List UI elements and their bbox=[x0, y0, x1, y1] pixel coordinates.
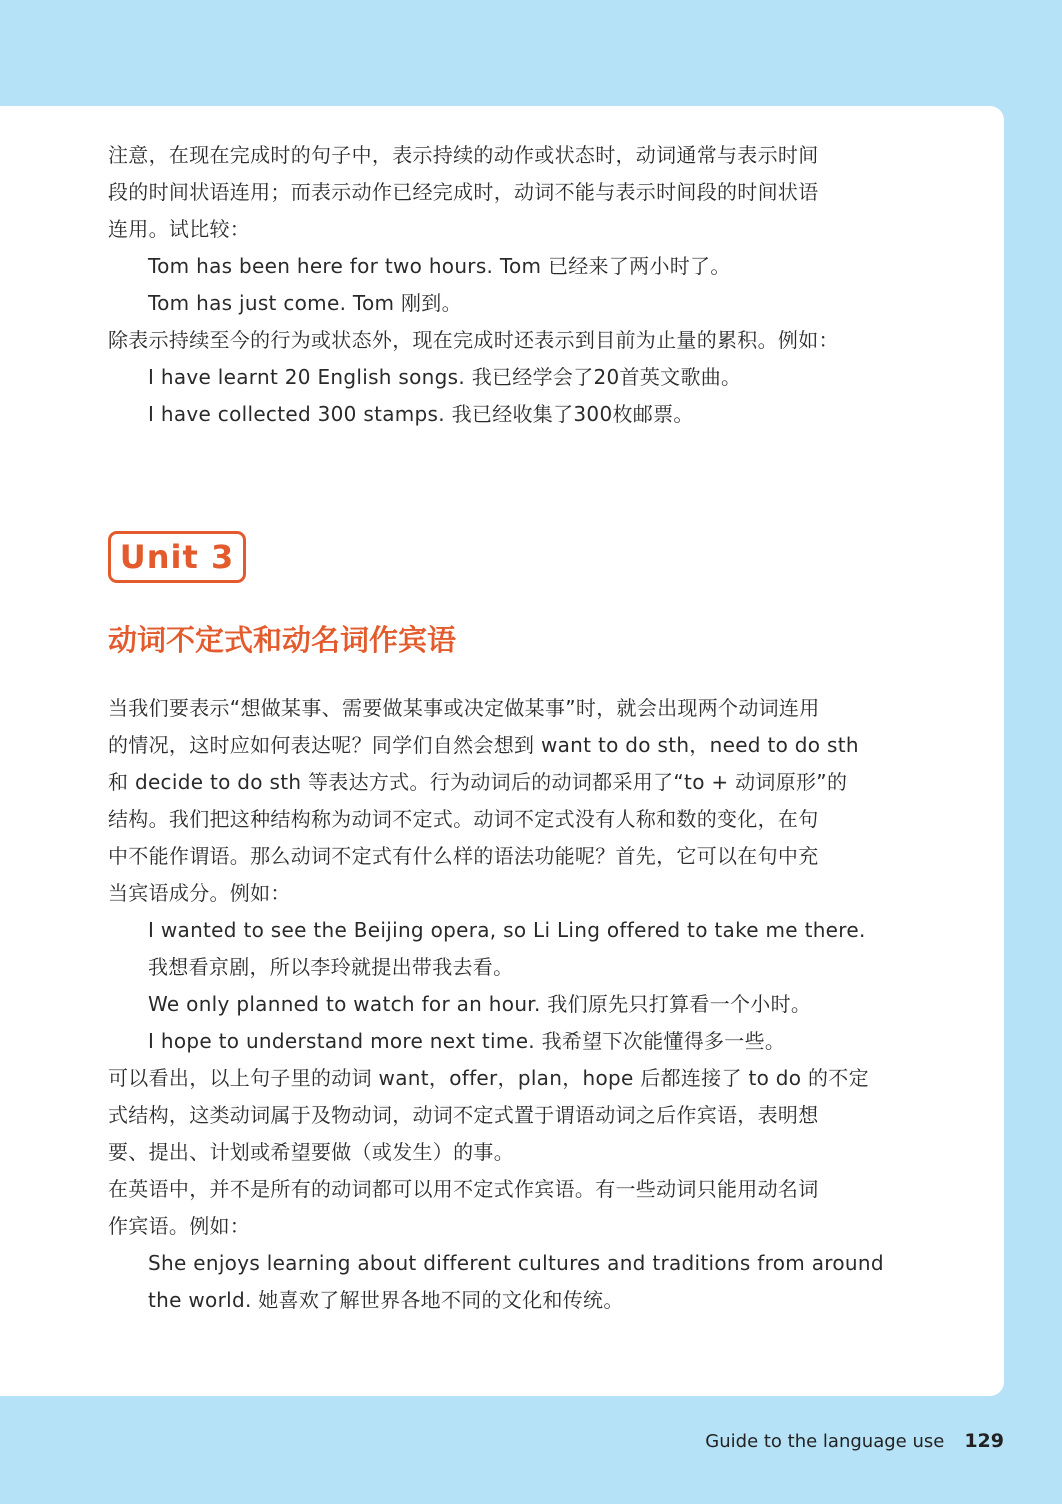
paragraph-line: 要、提出、计划或希望要做（或发生）的事。 bbox=[108, 1140, 514, 1164]
example-sentence: We only planned to watch for an hour. 我们原先只打算看一个小时。 bbox=[148, 992, 812, 1016]
paragraph-line: 和 decide to do sth 等表达方式。行为动词后的动词都采用了“to + 动词原形”的 bbox=[108, 770, 848, 794]
example-sentence: I wanted to see the Beijing opera, so Li Ling offered to take me there. bbox=[148, 918, 866, 942]
paragraph-line: 式结构，这类动词属于及物动词，动词不定式置于谓语动词之后作宾语，表明想 bbox=[108, 1103, 819, 1127]
footer-text: Guide to the language use bbox=[705, 1431, 945, 1452]
paragraph-line: 当宾语成分。例如： bbox=[108, 881, 291, 905]
example-sentence: the world. 她喜欢了解世界各地不同的文化和传统。 bbox=[148, 1288, 624, 1312]
example-sentence: Tom has been here for two hours. Tom 已经来了两小时了。 bbox=[148, 254, 731, 278]
paragraph-line: 段的时间状语连用；而表示动作已经完成时，动词不能与表示时间段的时间状语 bbox=[108, 180, 819, 204]
example-sentence: I have collected 300 stamps. 我已经收集了300枚邮票。 bbox=[148, 402, 694, 426]
paragraph-line: 结构。我们把这种结构称为动词不定式。动词不定式没有人称和数的变化，在句 bbox=[108, 807, 819, 831]
paragraph-line: 连用。试比较： bbox=[108, 217, 251, 241]
paragraph-line: 在英语中，并不是所有的动词都可以用不定式作宾语。有一些动词只能用动名词 bbox=[108, 1177, 819, 1201]
section-title: 动词不定式和动名词作宾语 bbox=[108, 623, 457, 657]
paragraph-line: 的情况，这时应如何表达呢？同学们自然会想到 want to do sth，need to do sth bbox=[108, 733, 859, 757]
paragraph-line: 除表示持续至今的行为或状态外，现在完成时还表示到目前为止量的累积。例如： bbox=[108, 328, 839, 352]
example-sentence: I have learnt 20 English songs. 我已经学会了20首英文歌曲。 bbox=[148, 365, 742, 389]
paragraph-line: 当我们要表示“想做某事、需要做某事或决定做某事”时，就会出现两个动词连用 bbox=[108, 696, 820, 720]
paragraph-line: 中不能作谓语。那么动词不定式有什么样的语法功能呢？首先，它可以在句中充 bbox=[108, 844, 819, 868]
paragraph-line: 注意，在现在完成时的句子中，表示持续的动作或状态时，动词通常与表示时间 bbox=[108, 143, 819, 167]
example-sentence: Tom has just come. Tom 刚到。 bbox=[148, 291, 462, 315]
page-footer bbox=[705, 1430, 1004, 1452]
example-sentence: I hope to understand more next time. 我希望下次能懂得多一些。 bbox=[148, 1029, 786, 1053]
example-sentence: She enjoys learning about different cultures and traditions from around bbox=[148, 1251, 884, 1275]
page-number: 129 bbox=[964, 1430, 1004, 1452]
paragraph-line: 作宾语。例如： bbox=[108, 1214, 251, 1238]
example-translation: 我想看京剧，所以李玲就提出带我去看。 bbox=[148, 955, 514, 979]
paragraph-line: 可以看出，以上句子里的动词 want，offer，plan，hope 后都连接了 to do 的不定 bbox=[108, 1066, 869, 1090]
unit-badge: Unit 3 bbox=[108, 531, 246, 583]
